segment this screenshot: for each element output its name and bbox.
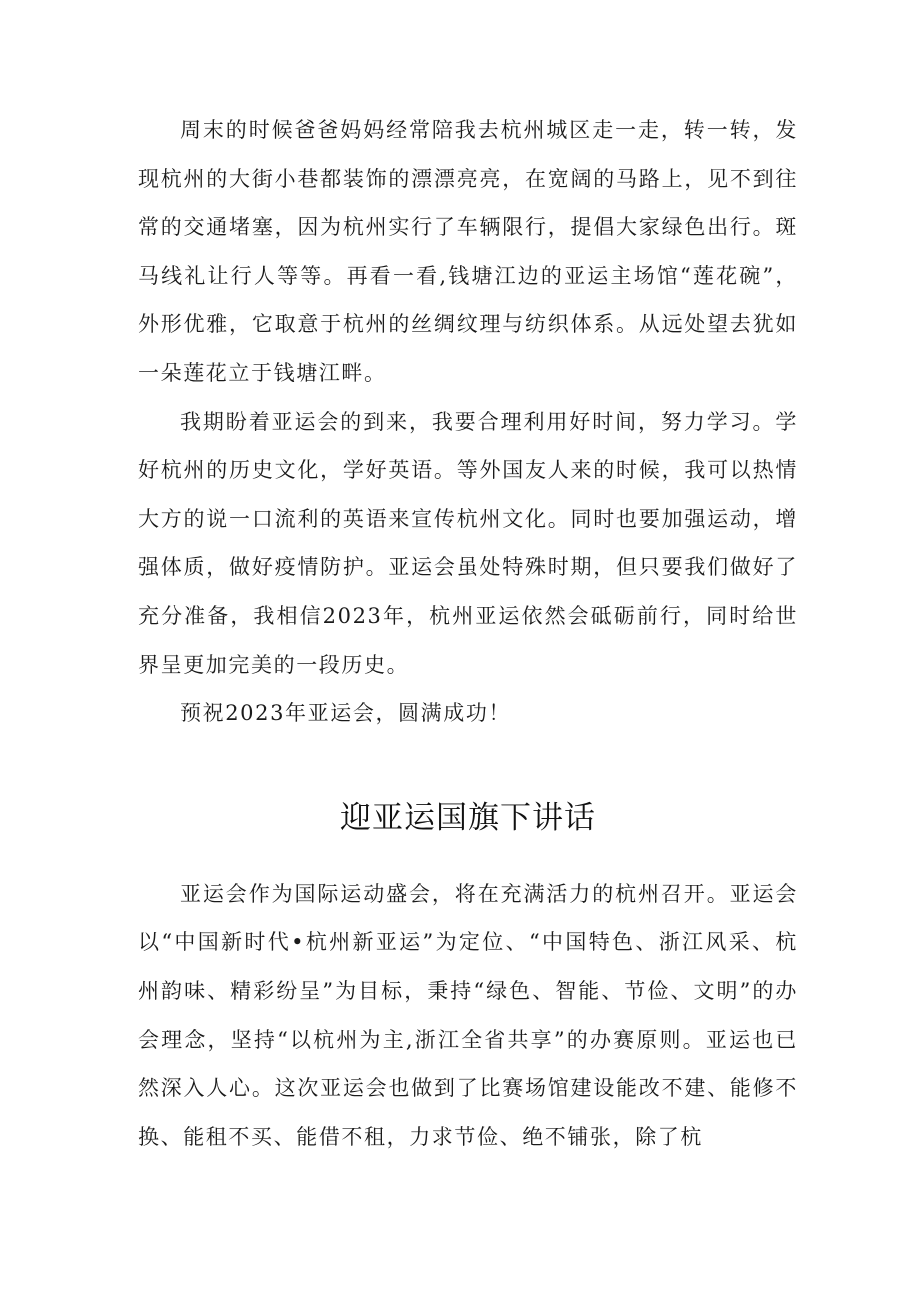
document-page [138, 106, 798, 1161]
section-title: 迎亚运国旗下讲话 [340, 799, 596, 836]
paragraph-expectation: 我期盼着亚运会的到来，我要合理利用好时间，努力学习。学好杭州的历史文化，学好英语。等外国友人来的时候，我可以热情大方的说一口流利的英语来宣传杭州文化。同时也要加强运动，增强体质，做好疫情防护。亚运会虽处特殊时期，但只要我们做好了充分准备，我相信2023年，杭州亚运依然会砥砺前行，同时给世界呈更加完美的一段历史。 [138, 409, 798, 677]
paragraph-wish: 预祝2023年亚运会，圆满成功！ [180, 701, 512, 726]
paragraph-speech-intro: 亚运会作为国际运动盛会，将在充满活力的杭州召开。亚运会以“中国新时代•杭州新亚运”为定位、“中国特色、浙江风采、杭州韵味、精彩纷呈”为目标，秉持“绿色、智能、节俭、文明”的办会理念，坚持“以杭州为主,浙江全省共享”的办赛原则。亚运也已然深入人心。这次亚运会也做到了比赛场馆建设能改不建、能修不换、能租不买、能借不租，力求节俭、绝不铺张，除了杭 [138, 881, 798, 1149]
paragraph-city-walk: 周末的时候爸爸妈妈经常陪我去杭州城区走一走，转一转，发现杭州的大街小巷都装饰的漂漂亮亮，在宽阔的马路上，见不到往常的交通堵塞，因为杭州实行了车辆限行，提倡大家绿色出行。斑马线礼让行人等等。再看一看,钱塘江边的亚运主场馆“莲花碗”，外形优雅，它取意于杭州的丝绸纹理与纺织体系。从远处望去犹如一朵莲花立于钱塘江畔。 [138, 118, 798, 385]
